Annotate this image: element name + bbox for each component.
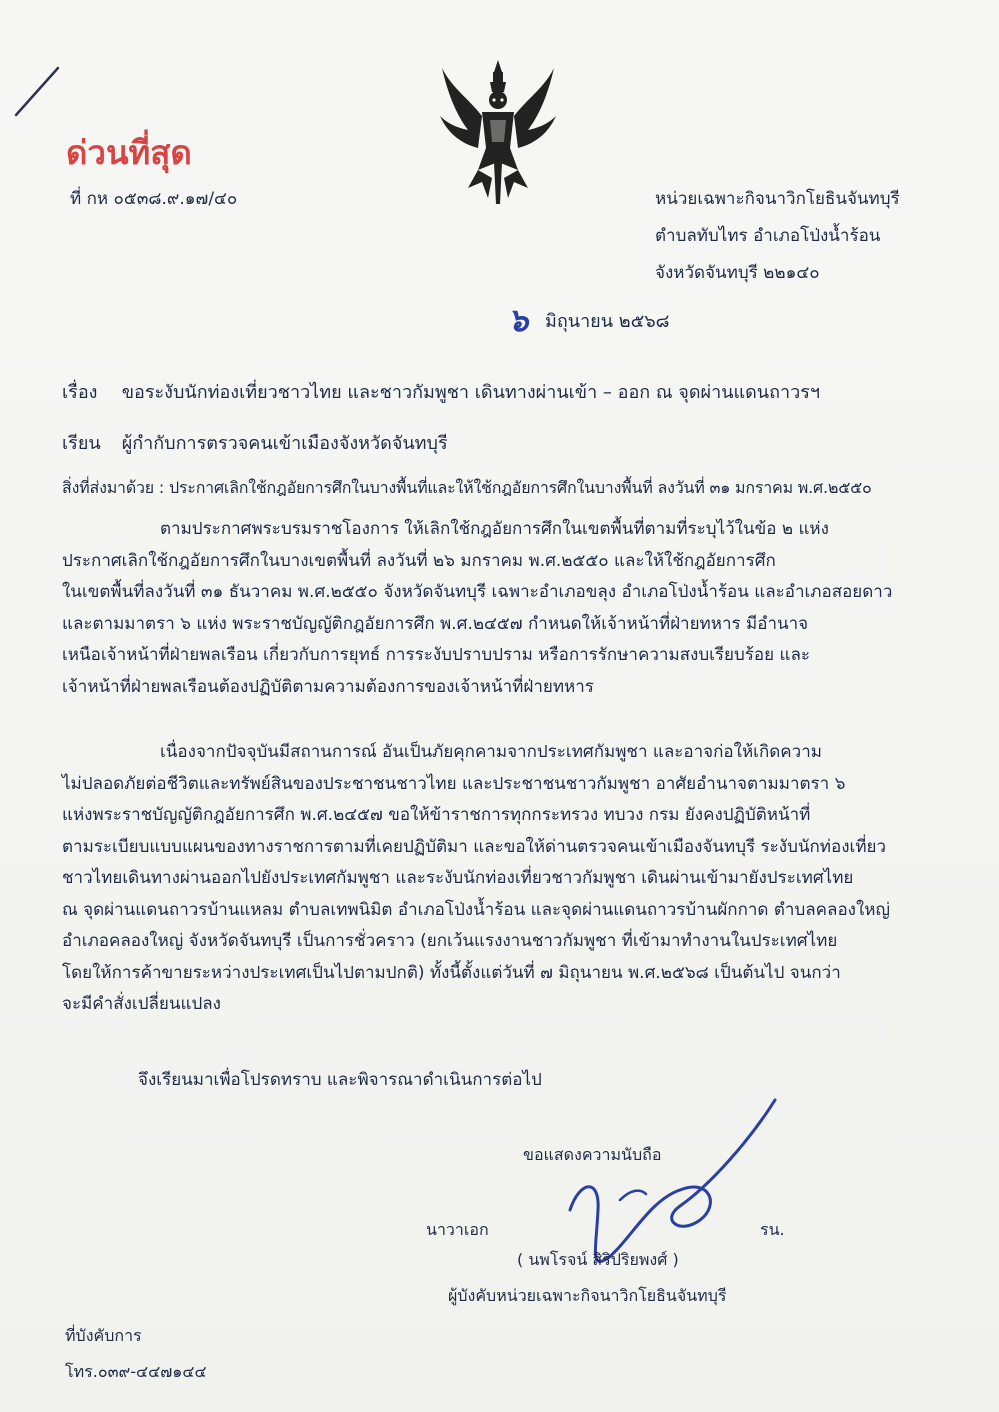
issuing-office: ที่บังคับการ (65, 1326, 142, 1345)
subject-label: เรื่อง (62, 382, 98, 403)
pen-slash-mark (6, 60, 66, 120)
paragraph-line: เหนือเจ้าหน้าที่ฝ่ายพลเรือน เกี่ยวกับการยุทธ์ การระงับปราบปราม หรือการรักษาความสงบเรียบร้อย และ (62, 645, 811, 665)
enclosure-line: สิ่งที่ส่งมาด้วย : ประกาศเลิกใช้กฎอัยการศึกในบางพื้นที่และให้ใช้กฎอัยการศึกในบางพื้นที่ ลงวันที่ ๓๑ มกราคม พ.ศ.๒๕๕๐ (62, 478, 872, 497)
body-paragraph-1 (62, 514, 952, 703)
body-paragraph-2 (62, 737, 952, 1021)
garuda-emblem-icon (438, 58, 558, 206)
paragraph-line: ตามประกาศพระบรมราชโองการ ให้เลิกใช้กฎอัยการศึกในเขตพื้นที่ตามที่ระบุไว้ในข้อ ๒ แห่ง (160, 519, 829, 539)
paragraph-line: อำเภอคลองใหญ่ จังหวัดจันทบุรี เป็นการชั่วคราว (ยกเว้นแรงงานชาวกัมพูชา ที่เข้ามาทำงานในประเทศไทย (62, 931, 838, 951)
paragraph-line: ไม่ปลอดภัยต่อชีวิตและทรัพย์สินของประชาชนชาวไทย และประชาชนชาวกัมพูชา อาศัยอำนาจตามมาตรา ๖ (62, 773, 846, 794)
closing-sentence: จึงเรียนมาเพื่อโปรดทราบ และพิจารณาดำเนินการต่อไป (138, 1070, 542, 1090)
subject-line (62, 377, 820, 406)
sender-address-line-1: หน่วยเฉพาะกิจนาวิกโยธินจันทบุรี (655, 189, 900, 209)
signatory-rank: นาวาเอก (426, 1220, 489, 1239)
paragraph-line: ตามระเบียบแบบแผนของทางราชการตามที่เคยปฏิบัติมา และขอให้ด่านตรวจคนเข้าเมืองจันทบุรี ระงับนักท่องเที่ยว (62, 836, 887, 857)
paragraph-line: ณ จุดผ่านแดนถาวรบ้านแหลม ตำบลเทพนิมิต อำเภอโป่งน้ำร้อน และจุดผ่านแดนถาวรบ้านผักกาด ตำบลคลองใหญ่ (62, 899, 890, 920)
subject-text: ขอระงับนักท่องเที่ยวชาวไทย และชาวกัมพูชา เดินทางผ่านเข้า – ออก ณ จุดผ่านแดนถาวรฯ (121, 382, 820, 403)
sender-address-line-3: จังหวัดจันทบุรี ๒๒๑๔๐ (655, 263, 820, 283)
sender-address-line-2: ตำบลทับไทร อำเภอโป่งน้ำร้อน (655, 226, 881, 246)
paragraph-line: เจ้าหน้าที่ฝ่ายพลเรือนต้องปฏิบัติตามความต้องการของเจ้าหน้าที่ฝ่ายทหาร (62, 676, 594, 697)
recipient-text: ผู้กำกับการตรวจคนเข้าเมืองจังหวัดจันทบุรี (121, 433, 448, 454)
signatory-name: ( นพโรจน์ สิริปริยพงศ์ ) (517, 1250, 679, 1269)
date-day-handwritten: ๖ (508, 301, 529, 339)
respect-phrase: ขอแสดงความนับถือ (523, 1145, 662, 1164)
paragraph-line: ประกาศเลิกใช้กฎอัยการศึกในบางเขตพื้นที่ ลงวันที่ ๒๖ มกราคม พ.ศ.๒๕๕๐ และให้ใช้กฎอัยการศึก (62, 550, 776, 571)
recipient-label: เรียน (62, 433, 101, 454)
contact-phone: โทร.๐๓๙-๔๔๗๑๔๔ (65, 1362, 207, 1381)
paragraph-line: และตามมาตรา ๖ แห่ง พระราชบัญญัติกฎอัยการศึก พ.ศ.๒๔๕๗ กำหนดให้เจ้าหน้าที่ฝ่ายทหาร มีอำนาจ (62, 613, 809, 634)
recipient-line (62, 428, 448, 457)
reference-number: ที่ กห ๐๕๓๘.๙.๑๗/๔๐ (70, 189, 238, 209)
paragraph-line: แห่งพระราชบัญญัติกฎอัยการศึก พ.ศ.๒๔๕๗ ขอให้ข้าราชการทุกกระทรวง ทบวง กรม ยังคงปฏิบัติหน้าที่ (62, 805, 811, 825)
paragraph-line: เนื่องจากปัจจุบันมีสถานการณ์ อันเป็นภัยคุกคามจากประเทศกัมพูชา และอาจก่อให้เกิดความ (160, 742, 822, 762)
paragraph-line: จะมีคำสั่งเปลี่ยนแปลง (62, 994, 221, 1014)
paragraph-line: ในเขตพื้นที่ลงวันที่ ๓๑ ธันวาคม พ.ศ.๒๕๕๐ จังหวัดจันทบุรี เฉพาะอำเภอขลุง อำเภอโป่งน้ำร้อน และอำเภอสอยดาว (62, 582, 893, 602)
signatory-suffix: รน. (760, 1220, 785, 1239)
paragraph-line: โดยให้การค้าขายระหว่างประเทศเป็นไปตามปกติ) ทั้งนี้ตั้งแต่วันที่ ๗ มิถุนายน พ.ศ.๒๕๖๘ เป็นต้นไป จนกว่า (62, 962, 841, 983)
signatory-position: ผู้บังคับหน่วยเฉพาะกิจนาวิกโยธินจันทบุรี (448, 1286, 727, 1305)
urgency-heading: ด่วนที่สุด (66, 133, 192, 172)
date-month-year: มิถุนายน ๒๕๖๘ (545, 311, 670, 332)
paragraph-line: ชาวไทยเดินทางผ่านออกไปยังประเทศกัมพูชา และระงับนักท่องเที่ยวชาวกัมพูชา เดินผ่านเข้ามายังประเทศไทย (62, 868, 854, 888)
